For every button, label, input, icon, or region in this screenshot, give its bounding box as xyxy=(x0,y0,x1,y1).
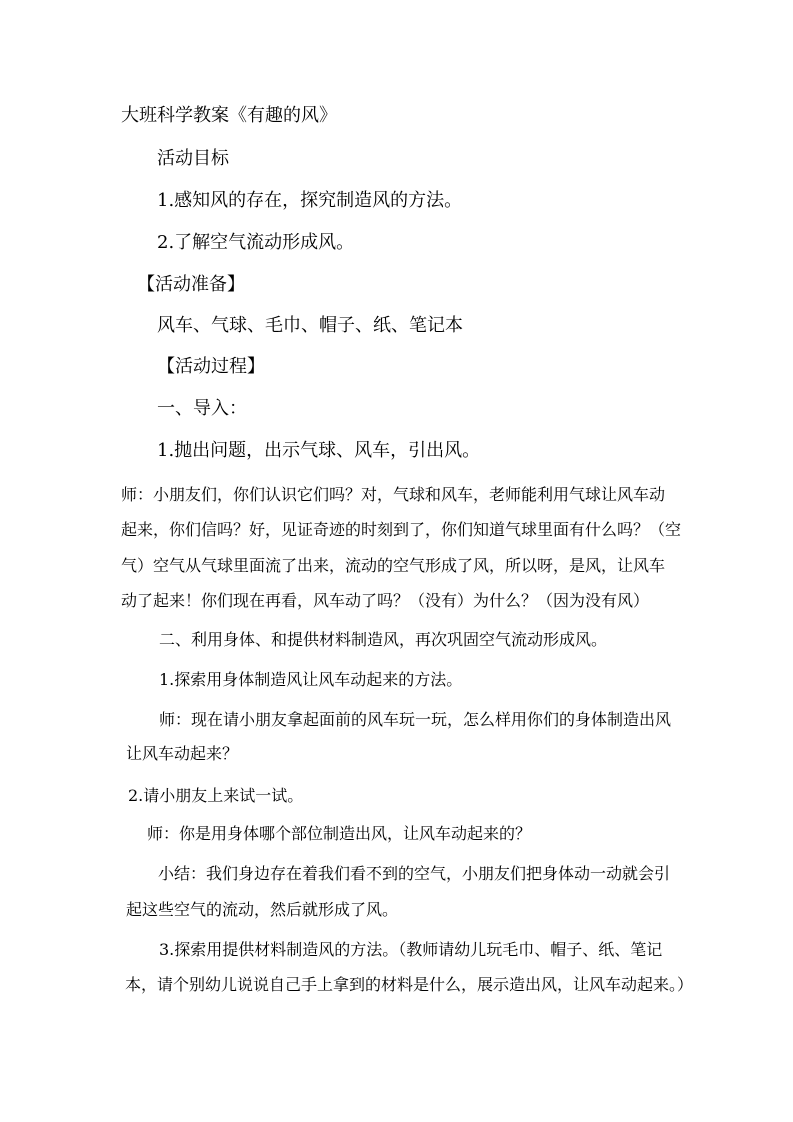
teacher-question-line-2: 让风车动起来？ xyxy=(126,744,239,763)
summary-line-1: 小结：我们身边存在着我们看不到的空气，小朋友们把身体动一动就会引 xyxy=(158,864,671,883)
teacher-question-body-part: 师：你是用身体哪个部位制造出风，让风车动起来的？ xyxy=(147,824,532,843)
materials-list: 风车、气球、毛巾、帽子、纸、笔记本 xyxy=(157,315,463,336)
goal-item-2: 2.了解空气流动形成风。 xyxy=(157,232,355,253)
step-heading-materials: 二、利用身体、和提供材料制造风，再次巩固空气流动形成风。 xyxy=(159,630,608,649)
summary-line-2: 起这些空气的流动，然后就形成了风。 xyxy=(126,900,399,919)
step-item-3-line-2: 本，请个别幼儿说说自己手上拿到的材料是什么，展示造出风，让风车动起来。） xyxy=(125,975,694,994)
teacher-dialogue-line-3: 气）空气从气球里面流了出来，流动的空气形成了风，所以呀，是风，让风车 xyxy=(121,556,666,575)
step-item-3-line-1: 3.探索用提供材料制造风的方法。（教师请幼儿玩毛巾、帽子、纸、笔记 xyxy=(159,940,663,959)
step-heading-intro: 一、导入： xyxy=(157,398,247,419)
teacher-dialogue-line-2: 起来，你们信吗？好，见证奇迹的时刻到了，你们知道气球里面有什么吗？（空 xyxy=(121,520,682,539)
step-item-1: 1.探索用身体制造风让风车动起来的方法。 xyxy=(159,670,463,689)
teacher-dialogue-line-1: 师：小朋友们，你们认识它们吗？对，气球和风车，老师能利用气球让风车动 xyxy=(121,485,666,504)
section-heading-preparation: 【活动准备】 xyxy=(137,274,245,295)
teacher-dialogue-line-4: 动了起来！你们现在再看，风车动了吗？（没有）为什么？（因为没有风） xyxy=(121,591,650,610)
section-heading-process: 【活动过程】 xyxy=(157,356,265,377)
intro-item-1: 1.抛出问题，出示气球、风车，引出风。 xyxy=(157,440,481,461)
document-title: 大班科学教案《有趣的风》 xyxy=(121,105,337,126)
step-item-2: 2.请小朋友上来试一试。 xyxy=(128,786,304,805)
section-heading-goals: 活动目标 xyxy=(157,148,229,169)
goal-item-1: 1.感知风的存在，探究制造风的方法。 xyxy=(157,190,463,211)
teacher-question-line-1: 师：现在请小朋友拿起面前的风车玩一玩，怎么样用你们的身体制造出风 xyxy=(159,710,672,729)
